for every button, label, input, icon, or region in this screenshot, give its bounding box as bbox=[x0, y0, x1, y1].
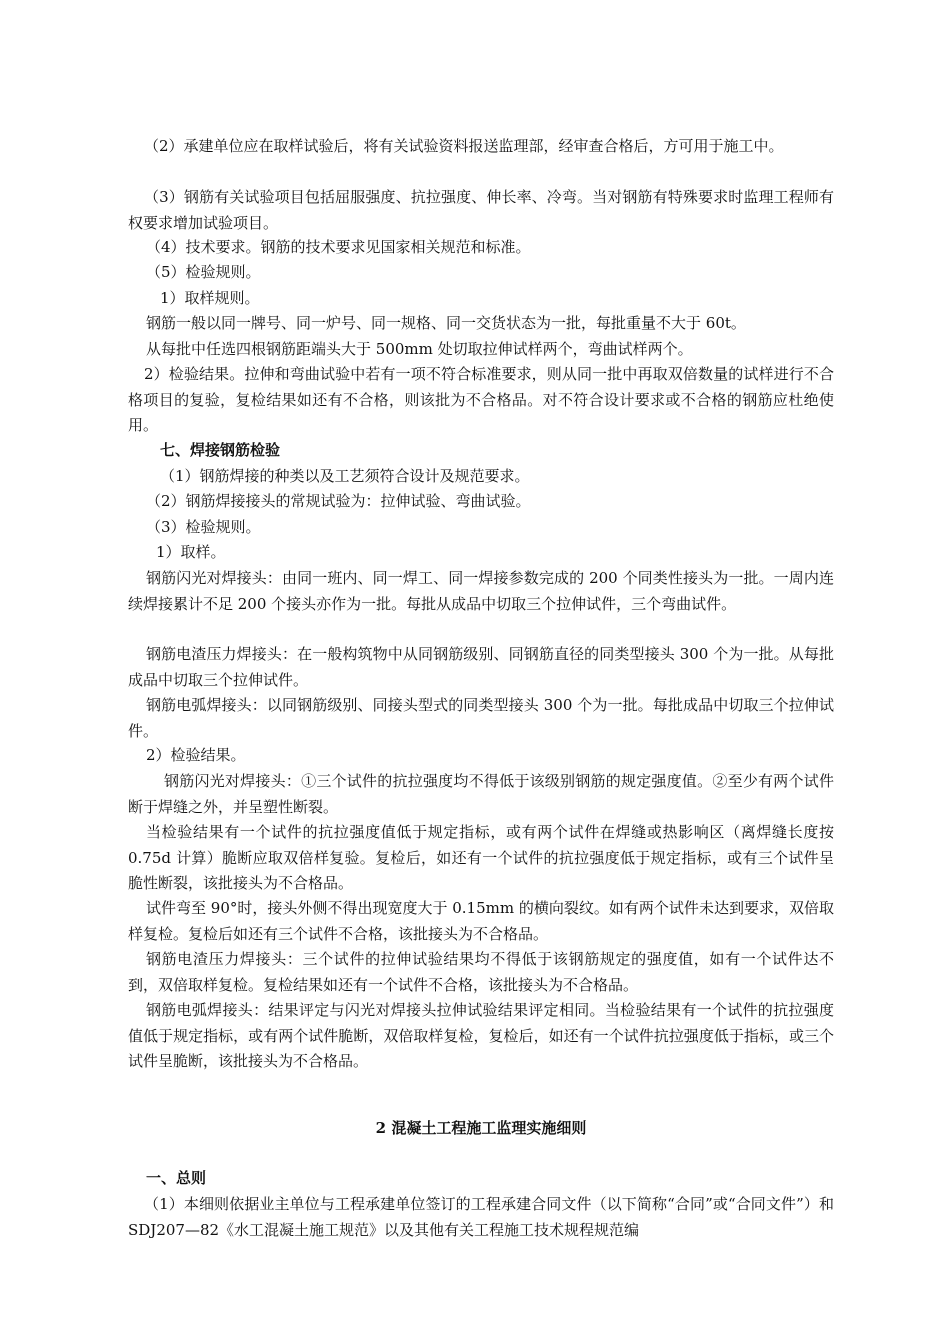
paragraph: （2）钢筋焊接接头的常规试验为：拉伸试验、弯曲试验。 bbox=[146, 492, 531, 510]
paragraph: 试件弯至 90°时，接头外侧不得出现宽度大于 0.15mm 的横向裂纹。如有两个试件未达到要求，双倍取样复检。复检后如还有三个试件不合格，该批接头为不合格品。 bbox=[128, 899, 834, 943]
paragraph: （5）检验规则。 bbox=[146, 263, 261, 281]
paragraph: 钢筋一般以同一牌号、同一炉号、同一规格、同一交货状态为一批，每批重量不大于 60t。 bbox=[146, 314, 746, 332]
paragraph: （2）承建单位应在取样试验后，将有关试验资料报送监理部，经审查合格后，方可用于施工中。 bbox=[144, 137, 784, 155]
paragraph: （1）钢筋焊接的种类以及工艺须符合设计及规范要求。 bbox=[160, 467, 530, 485]
paragraph: （4）技术要求。钢筋的技术要求见国家相关规范和标准。 bbox=[146, 238, 531, 256]
chapter-title: 2 混凝土工程施工监理实施细则 bbox=[375, 1119, 587, 1137]
paragraph: （3）检验规则。 bbox=[146, 518, 261, 536]
paragraph: 钢筋电弧焊接头：结果评定与闪光对焊接头拉伸试验结果评定相同。当检验结果有一个试件的抗拉强度值低于规定指标，或有两个试件脆断，双倍取样复检，复检后，如还有一个试件抗拉强度低于指标，或三个试件呈脆断，该批接头为不合格品。 bbox=[128, 1001, 834, 1070]
paragraph: 2）检验结果。 bbox=[146, 746, 246, 764]
paragraph: 1）取样。 bbox=[156, 543, 226, 561]
paragraph: 1）取样规则。 bbox=[160, 289, 260, 307]
paragraph: 当检验结果有一个试件的抗拉强度值低于规定指标，或有两个试件在焊缝或热影响区（离焊缝长度按 0.75d 计算）脆断应取双倍样复验。复检后，如还有一个试件的抗拉强度低于规定指标，或有三个试件呈脆性断裂，该批接头为不合格品。 bbox=[128, 823, 834, 892]
section-heading: 七、焊接钢筋检验 bbox=[160, 441, 281, 459]
paragraph: （3）钢筋有关试验项目包括屈服强度、抗拉强度、伸长率、冷弯。当对钢筋有特殊要求时监理工程师有权要求增加试验项目。 bbox=[128, 188, 834, 232]
paragraph: 从每批中任选四根钢筋距端头大于 500mm 处切取拉伸试样两个，弯曲试样两个。 bbox=[146, 340, 693, 358]
paragraph: （1）本细则依据业主单位与工程承建单位签订的工程承建合同文件（以下简称“合同”或“合同文件”）和 SDJ207—82《水工混凝土施工规范》以及其他有关工程施工技术规程规范编 bbox=[128, 1195, 834, 1239]
paragraph: 2）检验结果。拉伸和弯曲试验中若有一项不符合标准要求，则从同一批中再取双倍数量的试样进行不合格项目的复验，复检结果如还有不合格，则该批为不合格品。对不符合设计要求或不合格的钢筋应杜绝使用。 bbox=[128, 365, 834, 434]
paragraph: 钢筋电渣压力焊接头：三个试件的拉伸试验结果均不得低于该钢筋规定的强度值，如有一个试件达不到，双倍取样复检。复检结果如还有一个试件不合格，该批接头为不合格品。 bbox=[128, 950, 834, 994]
section-heading: 一、总则 bbox=[146, 1169, 207, 1187]
paragraph: 钢筋闪光对焊接头：由同一班内、同一焊工、同一焊接参数完成的 200 个同类性接头为一批。一周内连续焊接累计不足 200 个接头亦作为一批。每批从成品中切取三个拉伸试件，三个弯曲试件。 bbox=[128, 569, 834, 613]
paragraph: 钢筋闪光对焊接头：①三个试件的抗拉强度均不得低于该级别钢筋的规定强度值。②至少有两个试件断于焊缝之外，并呈塑性断裂。 bbox=[128, 772, 834, 816]
paragraph: 钢筋电弧焊接头：以同钢筋级别、同接头型式的同类型接头 300 个为一批。每批成品中切取三个拉伸试件。 bbox=[128, 696, 834, 740]
paragraph: 钢筋电渣压力焊接头：在一般构筑物中从同钢筋级别、同钢筋直径的同类型接头 300 个为一批。从每批成品中切取三个拉伸试件。 bbox=[128, 645, 834, 689]
